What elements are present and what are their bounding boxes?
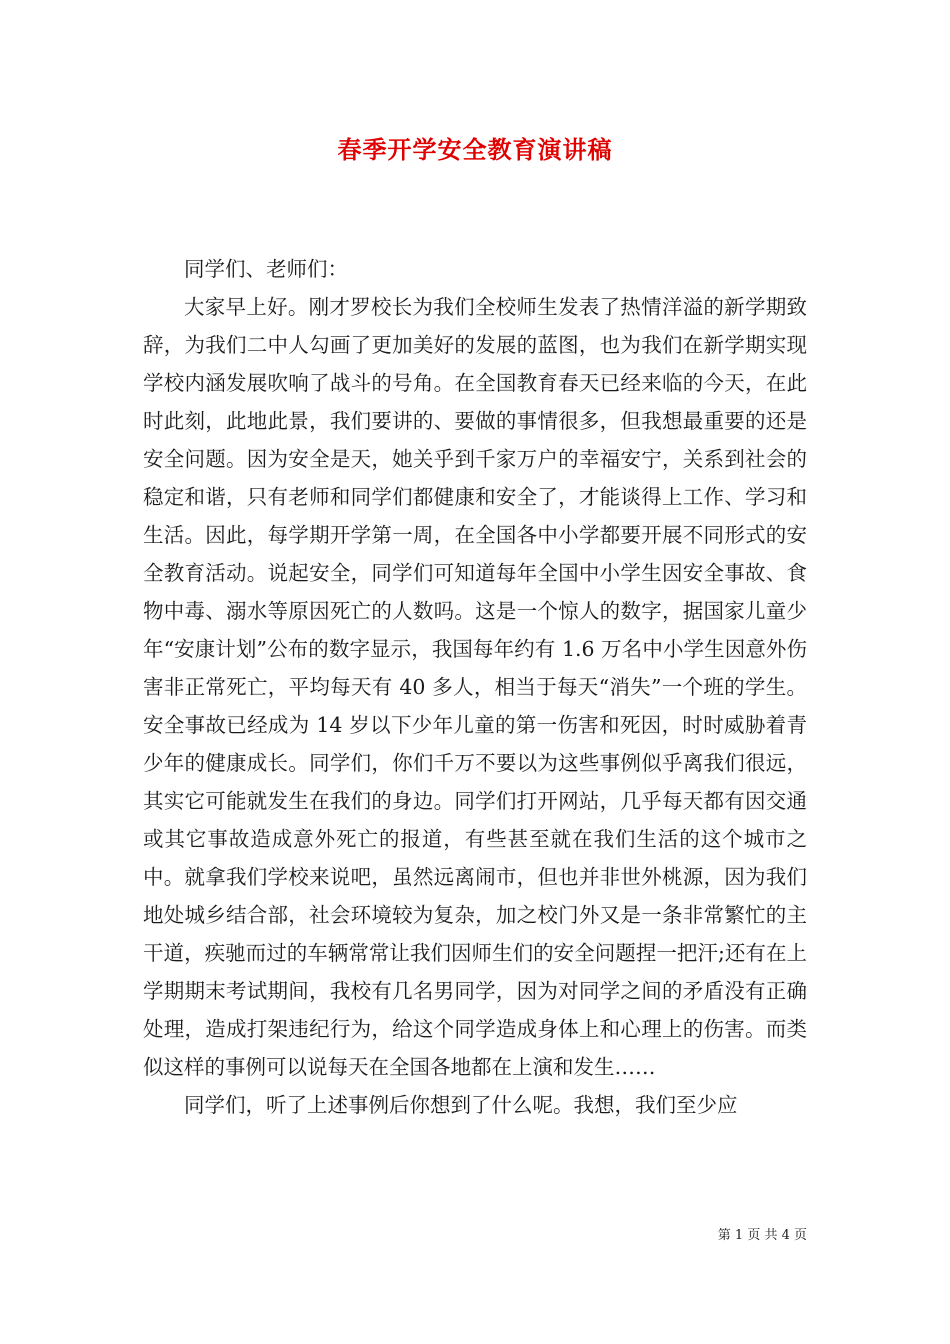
document-body [143,250,807,1124]
salutation-paragraph: 同学们、老师们： [184,257,348,281]
body-paragraph: 大家早上好。刚才罗校长为我们全校师生发表了热情洋溢的新学期致辞，为我们二中人勾画了更加美好的发展的蓝图，也为我们在新学期实现学校内涵发展吹响了战斗的号角。在全国教育春天已经来临的今天，在此时此刻，此地此景，我们要讲的、要做的事情很多，但我想最重要的还是安全问题。因为安全是天，她关乎到千家万户的幸福安宁，关系到社会的稳定和谐，只有老师和同学们都健康和安全了，才能谈得上工作、学习和生活。因此，每学期开学第一周，在全国各中小学都要开展不同形式的安全教育活动。说起安全，同学们可知道每年全国中小学生因安全事故、食物中毒、溺水等原因死亡的人数吗。这是一个惊人的数字，据国家儿童少年“安康计划”公布的数字显示，我国每年约有 1.6 万名中小学生因意外伤害非正常死亡，平均每天有 40 多人，相当于每天“消失”一个班的学生。安全事故已经成为 14 岁以下少年儿童的第一伤害和死因，时时威胁着青少年的健康成长。同学们，你们千万不要以为这些事例似乎离我们很远，其实它可能就发生在我们的身边。同学们打开网站，几乎每天都有因交通或其它事故造成意外死亡的报道，有些甚至就在我们生活的这个城市之中。就拿我们学校来说吧，虽然远离闹市，但也并非世外桃源，因为我们地处城乡结合部，社会环境较为复杂，加之校门外又是一条非常繁忙的主干道，疾驰而过的车辆常常让我们因师生们的安全问题捏一把汗;还有在上学期期末考试期间，我校有几名男同学，因为对同学之间的矛盾没有正确处理，造成打架违纪行为，给这个同学造成身体上和心理上的伤害。而类似这样的事例可以说每天在全国各地都在上演和发生…… [143,295,807,1079]
page-number-footer: 第 1 页 共 4 页 [717,1228,807,1243]
document-title: 春季开学安全教育演讲稿 [337,135,613,164]
body-paragraph: 同学们，听了上述事例后你想到了什么呢。我想，我们至少应 [184,1093,738,1117]
